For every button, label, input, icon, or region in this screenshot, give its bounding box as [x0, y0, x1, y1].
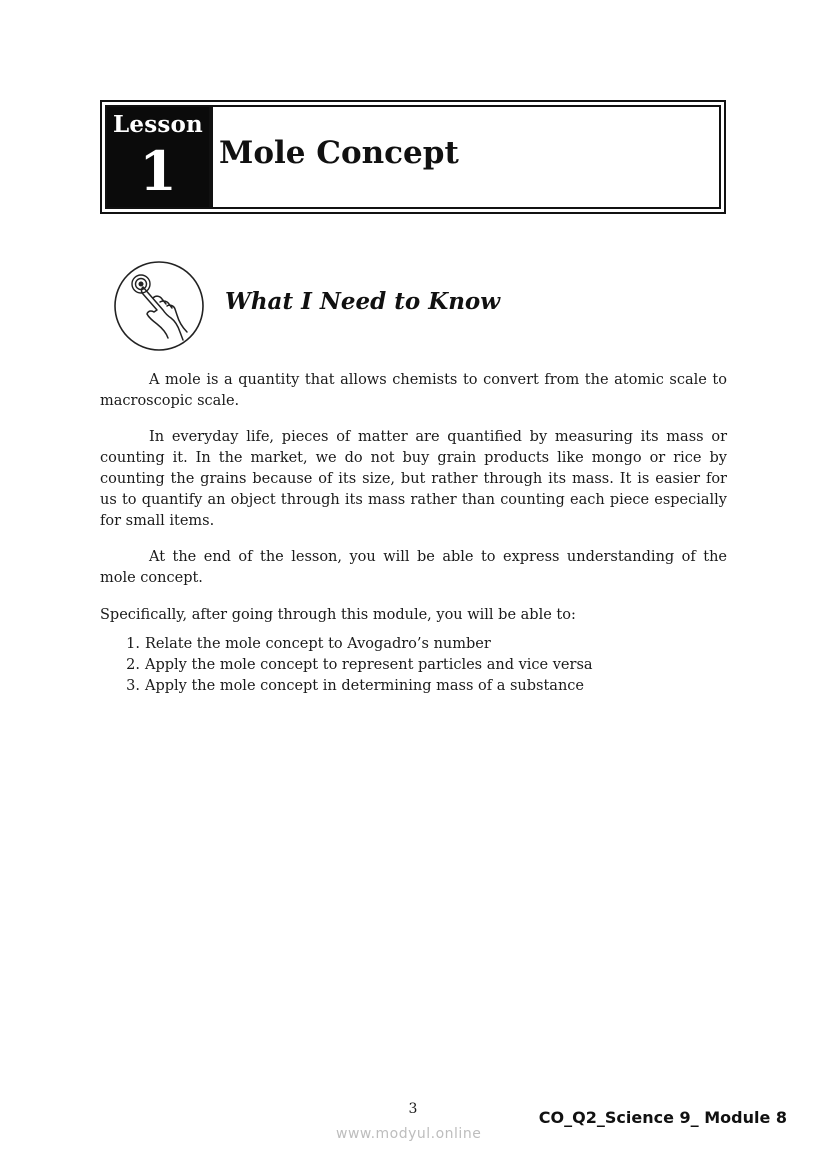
objectives-list: [100, 634, 727, 697]
objective-number: 3.: [126, 678, 140, 694]
objective-text: Relate the mole concept to Avogadro’s number: [145, 636, 491, 652]
list-item: [100, 655, 727, 676]
module-code: CO_Q2_Science 9_ Module 8: [538, 1108, 787, 1127]
goal-paragraph: At the end of the lesson, you will be able to express understanding of the mole concept.: [100, 549, 727, 586]
intro-paragraph: A mole is a quantity that allows chemists to convert from the atomic scale to macroscopic scale.: [100, 372, 727, 409]
objectives-intro: Specifically, after going through this module, you will be able to:: [100, 607, 576, 623]
objective-text: Apply the mole concept in determining mass of a substance: [145, 678, 584, 694]
list-item: [100, 676, 727, 697]
list-item: [100, 634, 727, 655]
objective-number: 1.: [126, 636, 140, 652]
page-number: 3: [408, 1101, 418, 1117]
lesson-number: 1: [139, 139, 177, 203]
lesson-header-frame: [105, 105, 721, 209]
watermark: www.modyul.online: [336, 1126, 482, 1142]
lesson-title: Mole Concept: [219, 135, 459, 171]
objective-text: Apply the mole concept to represent particles and vice versa: [145, 657, 593, 673]
lesson-label: Lesson: [113, 111, 203, 138]
everyday-paragraph: In everyday life, pieces of matter are quantified by measuring its mass or counting it. In the market, we do not buy grain products like mongo or rice by counting the grains because of its size, but rather through its mass. It is easier for us to quantify an object through its mass rather than counting each piece especially for small items.: [100, 429, 727, 529]
objective-number: 2.: [126, 657, 140, 673]
lesson-badge: [107, 107, 213, 207]
lesson-header: [100, 100, 726, 214]
pointing-hand-icon: [113, 260, 205, 352]
section-title: What I Need to Know: [225, 288, 501, 315]
